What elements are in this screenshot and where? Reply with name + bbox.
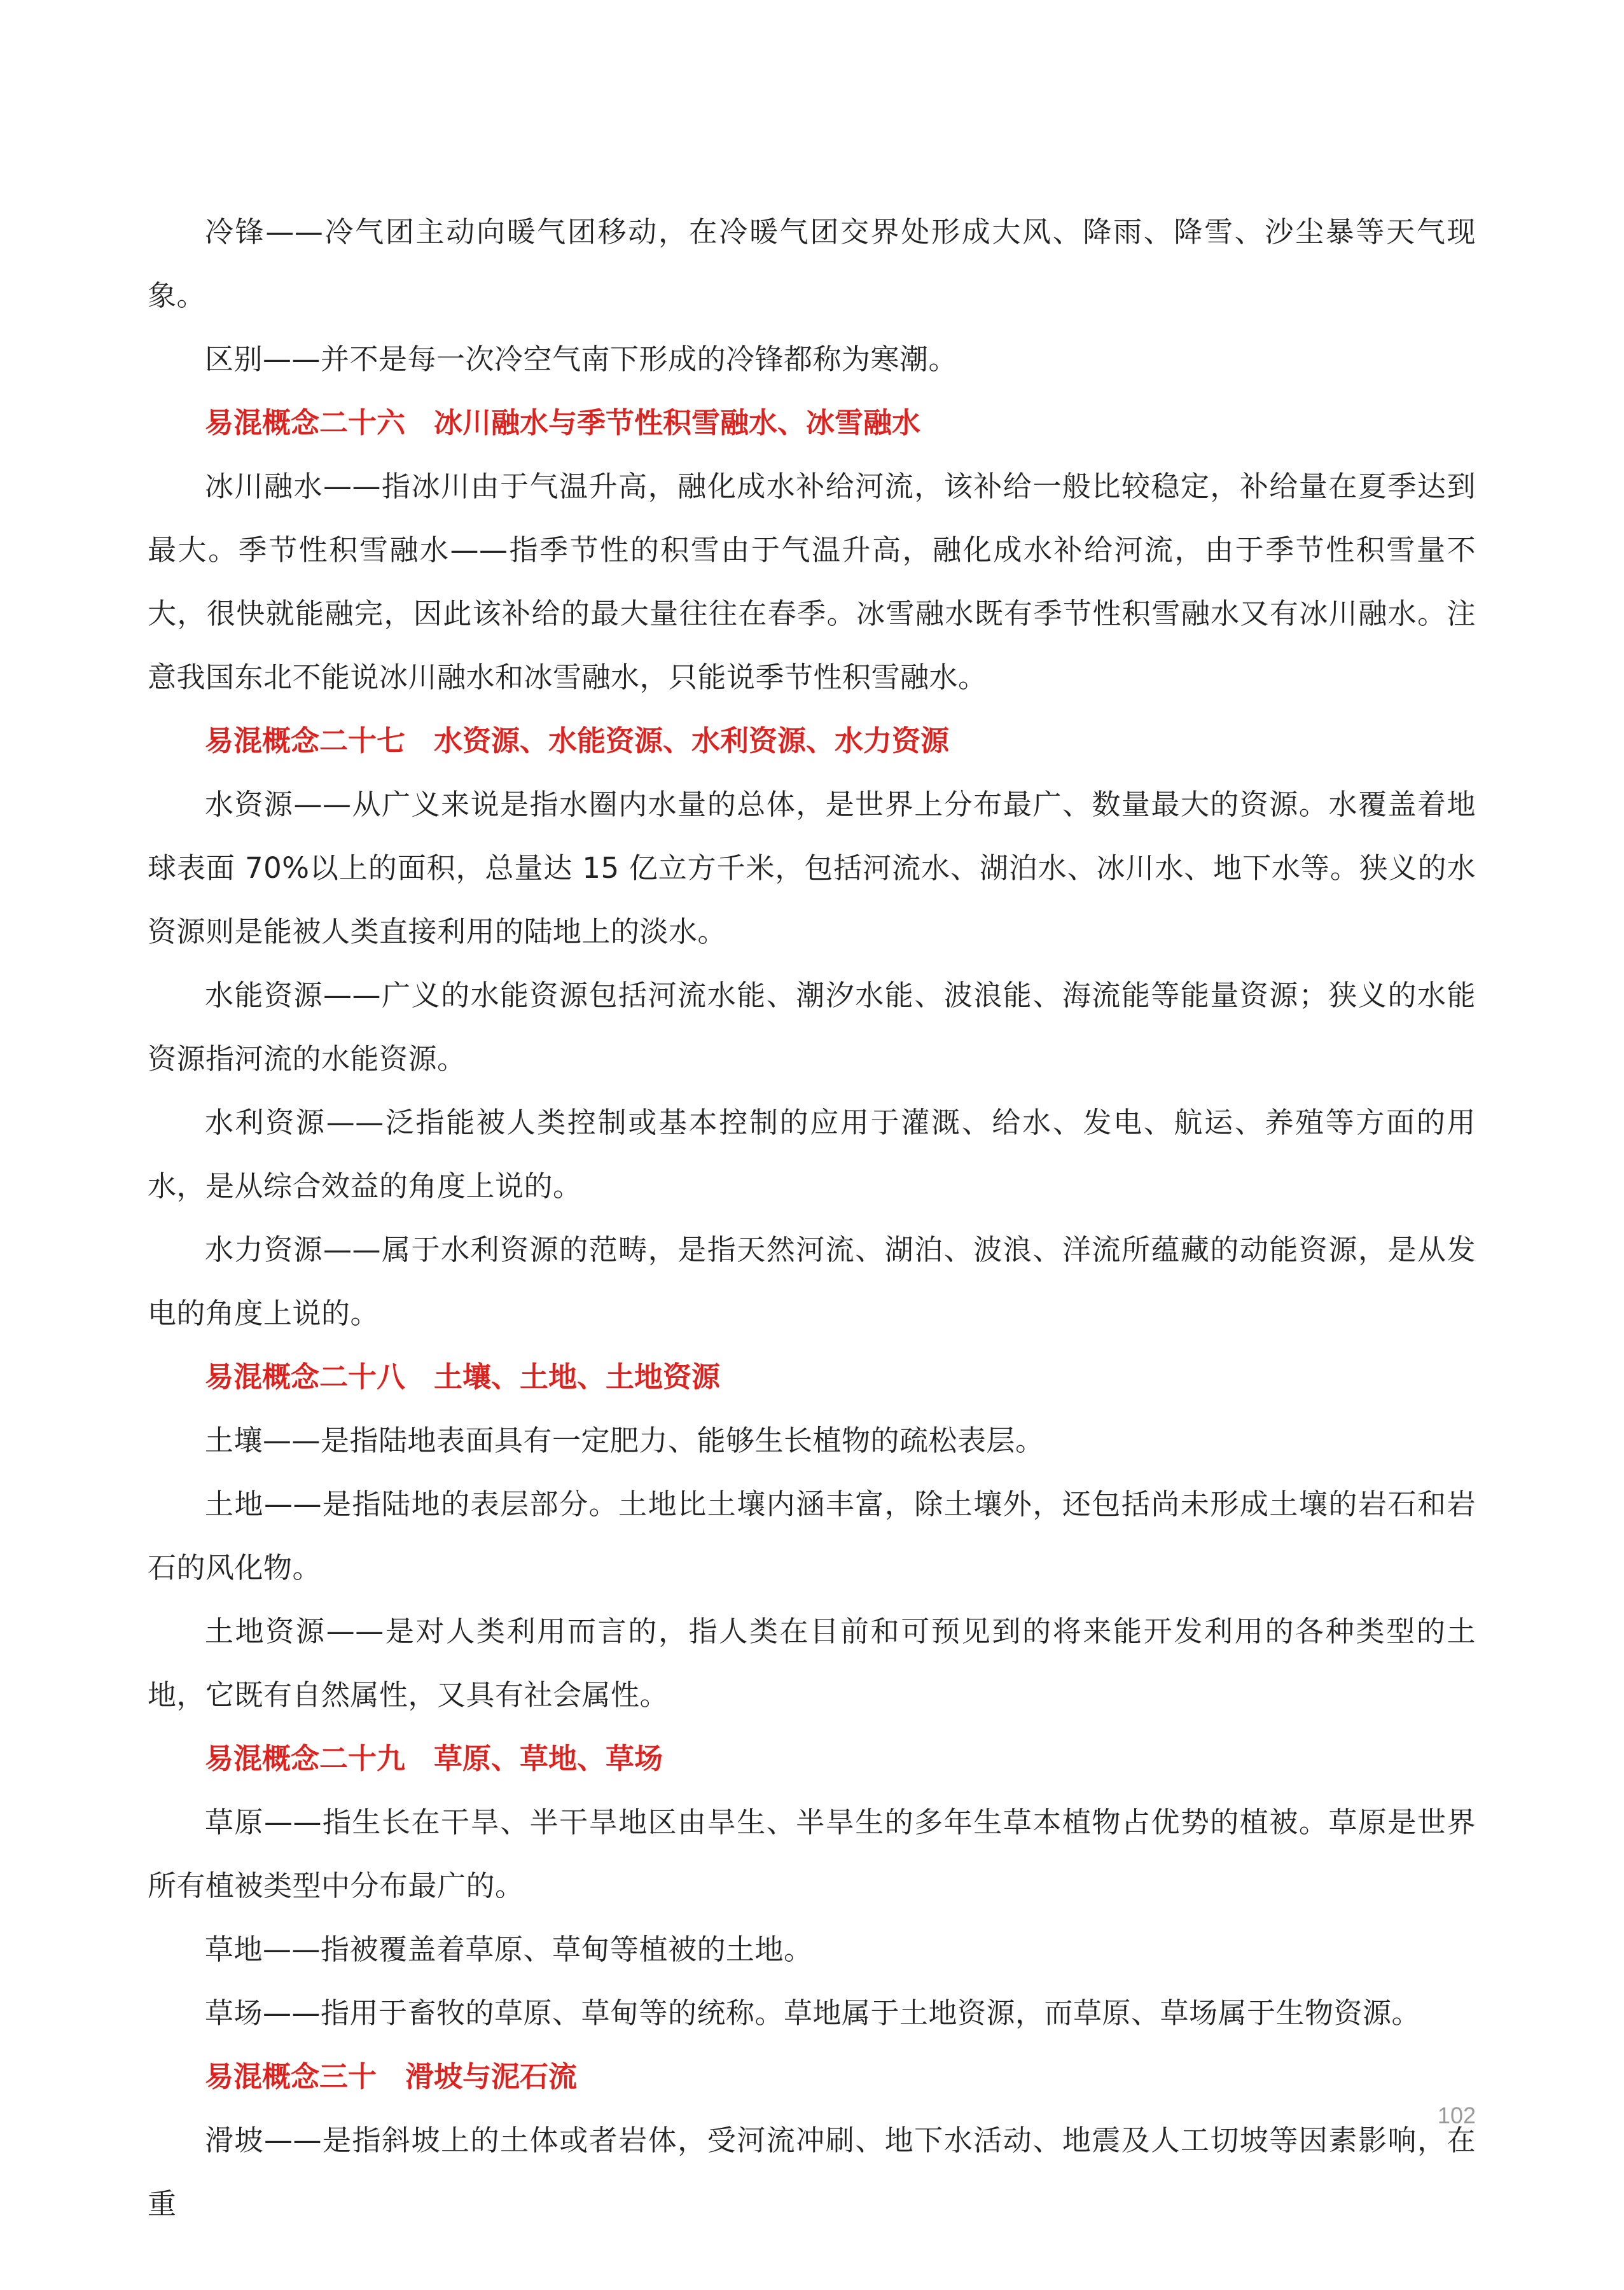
paragraph-pasture: 草场——指用于畜牧的草原、草甸等的统称。草地属于土地资源，而草原、草场属于生物资源。 [205, 1996, 1421, 2030]
paragraph-hydropower-energy: 水能资源——广义的水能资源包括河流水能、潮汐水能、波浪能、海流能等能量资源；狭义的水能资源指河流的水能资源。 [148, 978, 1476, 1076]
heading-concept-30: 易混概念三十 滑坡与泥石流 [205, 2060, 578, 2093]
paragraph-glacier-meltwater: 冰川融水——指冰川由于气温升高，融化成水补给河流，该补给一般比较稳定，补给量在夏季达到最大。季节性积雪融水——指季节性的积雪由于气温升高，融化成水补给河流，由于季节性积雪量不大，很快就能融完，因此该补给的最大量往往在春季。冰雪融水既有季节性积雪融水又有冰川融水。注意我国东北不能说冰川融水和冰雪融水，只能说季节性积雪融水。 [148, 469, 1476, 694]
paragraph-hydraulic-resources: 水力资源——属于水利资源的范畴，是指天然河流、湖泊、波浪、洋流所蕴藏的动能资源，是从发电的角度上说的。 [148, 1233, 1476, 1330]
heading-concept-26: 易混概念二十六 冰川融水与季节性积雪融水、冰雪融水 [205, 406, 921, 440]
heading-concept-27: 易混概念二十七 水资源、水能资源、水利资源、水力资源 [205, 724, 950, 758]
paragraph-water-resources: 水资源——从广义来说是指水圈内水量的总体，是世界上分布最广、数量最大的资源。水覆盖着地球表面 70%以上的面积，总量达 15 亿立方千米，包括河流水、湖泊水、冰川水、地下水等。狭义的水资源则是能被人类直接利用的陆地上的淡水。 [148, 788, 1476, 948]
paragraph-cold-front: 冷锋——冷气团主动向暖气团移动，在冷暖气团交界处形成大风、降雨、降雪、沙尘暴等天气现象。 [148, 215, 1476, 312]
paragraph-difference: 区别——并不是每一次冷空气南下形成的冷锋都称为寒潮。 [205, 342, 958, 376]
page-number: 102 [1437, 2102, 1476, 2128]
heading-concept-28: 易混概念二十八 土壤、土地、土地资源 [205, 1360, 721, 1394]
heading-concept-29: 易混概念二十九 草原、草地、草场 [205, 1742, 663, 1775]
paragraph-soil: 土壤——是指陆地表面具有一定肥力、能够生长植物的疏松表层。 [205, 1424, 1044, 1457]
paragraph-grass-land: 草地——指被覆盖着草原、草甸等植被的土地。 [205, 1933, 813, 1966]
paragraph-grassland: 草原——指生长在干旱、半干旱地区由旱生、半旱生的多年生草本植物占优势的植被。草原是世界所有植被类型中分布最广的。 [148, 1805, 1476, 1903]
paragraph-landslide: 滑坡——是指斜坡上的土体或者岩体，受河流冲刷、地下水活动、地震及人工切坡等因素影响，在重 [148, 2123, 1476, 2221]
page-content [148, 200, 1476, 2236]
paragraph-water-conservancy: 水利资源——泛指能被人类控制或基本控制的应用于灌溉、给水、发电、航运、养殖等方面的用水，是从综合效益的角度上说的。 [148, 1106, 1476, 1203]
paragraph-land: 土地——是指陆地的表层部分。土地比土壤内涵丰富，除土壤外，还包括尚未形成土壤的岩石和岩石的风化物。 [148, 1487, 1476, 1585]
paragraph-land-resources: 土地资源——是对人类利用而言的，指人类在目前和可预见到的将来能开发利用的各种类型的土地，它既有自然属性，又具有社会属性。 [148, 1614, 1476, 1712]
